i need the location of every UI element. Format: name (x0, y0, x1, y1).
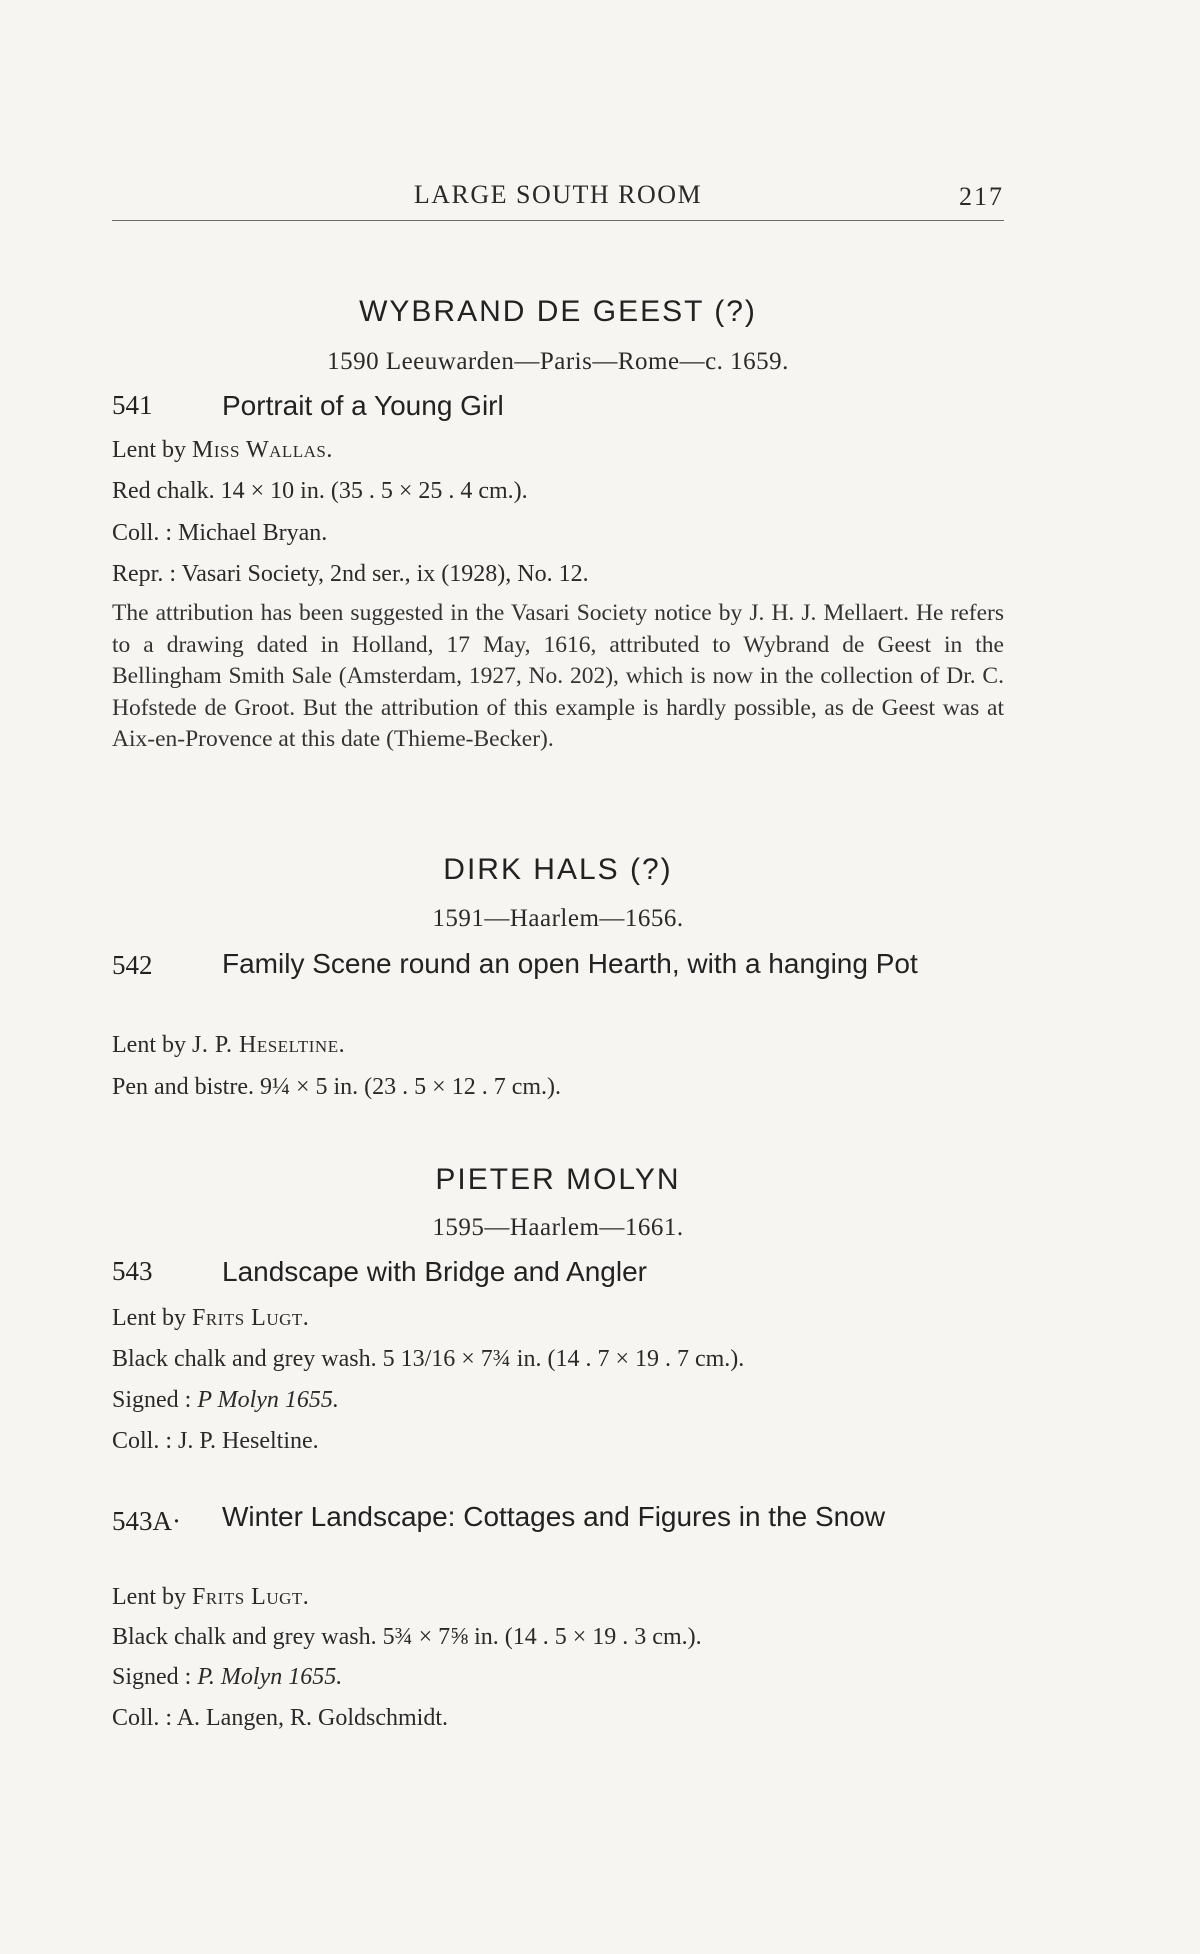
artist-dates: 1591—Haarlem—1656. (432, 905, 684, 932)
running-head (112, 180, 1004, 221)
entry-title: Family Scene round an open Hearth, with a hanging Pot (222, 948, 918, 979)
entry-number: 541 (112, 390, 153, 420)
lender-line (112, 437, 1004, 464)
entry-note: The attribution has been suggested in the Vasari Society notice by J. H. J. Mellaert. He refers to a drawing dated in Holland, 17 May, 1616, attributed to Wybrand de Geest in the Bellingham Smith Sale (Amsterdam, 1927, No. 202), which is now in the collection of Dr. C. Hofstede de Groot. But the attribution of this example is hardly possible, as de Geest was at Aix-en-Provence at this date (Thieme-Becker). (112, 600, 1004, 752)
lender-name: Frits Lugt. (191, 1305, 310, 1331)
page-number: 217 (959, 182, 1004, 211)
artist-dates: 1590 Leeuwarden—Paris—Rome—c. 1659. (327, 348, 789, 375)
medium-line: Black chalk and grey wash. 5 13/16 × 7¾ in. (14 . 7 × 19 . 7 cm.). (112, 1346, 745, 1372)
lender-line (112, 1584, 1004, 1611)
artist-dates: 1595—Haarlem—1661. (432, 1214, 684, 1241)
signature-line (112, 1664, 1004, 1691)
signed-prefix: Signed : (112, 1387, 198, 1413)
entry-number: 543 (112, 1256, 153, 1286)
artist-heading: WYBRAND DE GEEST (?) (359, 295, 757, 328)
entry-title: Winter Landscape: Cottages and Figures in the Snow (222, 1501, 886, 1532)
medium-line: Red chalk. 14 × 10 in. (35 . 5 × 25 . 4 cm.). (112, 478, 528, 504)
entry-title: Portrait of a Young Girl (222, 390, 504, 421)
entry-number: 542 (112, 950, 153, 980)
signature-text: P Molyn 1655. (197, 1387, 339, 1413)
lent-prefix: Lent by (112, 1305, 192, 1331)
reproduction-line: Repr. : Vasari Society, 2nd ser., ix (1928), No. 12. (112, 561, 589, 587)
catalogue-page (112, 0, 1004, 1954)
lender-line (112, 1032, 1004, 1059)
lent-prefix: Lent by (112, 1032, 192, 1058)
medium-line: Black chalk and grey wash. 5¾ × 7⅝ in. (14 . 5 × 19 . 3 cm.). (112, 1624, 702, 1650)
artist-heading: PIETER MOLYN (435, 1163, 681, 1196)
signature-line (112, 1387, 1004, 1414)
collection-line: Coll. : J. P. Heseltine. (112, 1428, 319, 1454)
artist-heading: DIRK HALS (?) (443, 853, 673, 886)
lender-line (112, 1305, 1004, 1332)
signature-text: P. Molyn 1655. (197, 1664, 343, 1690)
running-head-title: LARGE SOUTH ROOM (413, 180, 703, 209)
lent-prefix: Lent by (112, 1584, 192, 1610)
lender-name: Miss Wallas. (191, 437, 333, 463)
signed-prefix: Signed : (112, 1664, 198, 1690)
entry-number: 543A· (112, 1506, 181, 1536)
medium-line: Pen and bistre. 9¼ × 5 in. (23 . 5 × 12 . 7 cm.). (112, 1074, 562, 1100)
entry-title: Landscape with Bridge and Angler (222, 1256, 647, 1287)
lender-name: J. P. Heseltine. (191, 1032, 346, 1058)
collection-line: Coll. : Michael Bryan. (112, 520, 328, 546)
lent-prefix: Lent by (112, 437, 192, 463)
collection-line: Coll. : A. Langen, R. Goldschmidt. (112, 1705, 448, 1731)
lender-name: Frits Lugt. (191, 1584, 310, 1610)
